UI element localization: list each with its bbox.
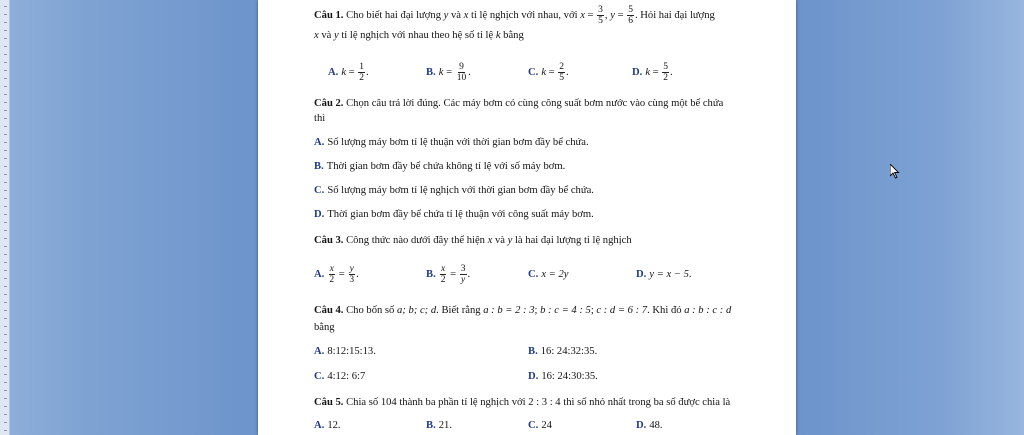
option-label: A.: [314, 346, 325, 357]
option-text: 48.: [649, 420, 663, 431]
ruler-tick: [4, 46, 7, 47]
ruler-tick: [4, 318, 7, 319]
question-2-label: Câu 2.: [314, 98, 344, 109]
vertical-ruler: [0, 0, 10, 435]
var-k: k: [438, 66, 444, 78]
question-1-text-5: bằng: [500, 30, 524, 41]
ruler-tick: [4, 326, 7, 327]
option-label: B.: [426, 420, 436, 431]
conj: và: [492, 235, 508, 246]
option-label: D.: [528, 371, 539, 382]
equals: =: [443, 66, 455, 78]
option-label: C.: [528, 66, 539, 78]
ruler-tick: [4, 270, 7, 271]
option-label: A.: [314, 268, 325, 280]
ruler-tick: [4, 38, 7, 39]
question-1-text-2: tỉ lệ nghịch với nhau, với: [468, 9, 581, 21]
denominator: 2: [440, 275, 446, 285]
var-x: x: [463, 9, 469, 21]
ruler-tick: [4, 230, 7, 231]
ruler-tick: [4, 102, 7, 103]
ruler-tick: [4, 54, 7, 55]
denominator: 2: [359, 73, 365, 83]
document-page[interactable]: [258, 0, 796, 435]
question-1-text-3: . Hỏi hai đại lượng: [634, 9, 715, 21]
option-label: A.: [328, 66, 339, 78]
ruler-tick: [4, 398, 7, 399]
var-k: k: [341, 66, 347, 78]
q5-option-a[interactable]: [314, 420, 341, 431]
ruler-tick: [4, 70, 7, 71]
q4-option-c[interactable]: [314, 371, 365, 382]
fraction: [358, 62, 365, 83]
ruler-tick: [4, 334, 7, 335]
ruler-tick: [4, 374, 7, 375]
question-1: [314, 5, 782, 26]
question-4-label: Câu 4.: [314, 305, 344, 316]
variables: a; b; c; d: [397, 305, 437, 316]
ruler-tick: [4, 262, 7, 263]
q5-option-c[interactable]: [528, 420, 552, 431]
ruler-tick: [4, 382, 7, 383]
ratio: 2 : 3 : 4: [528, 397, 561, 408]
question-3-text: Công thức nào dưới đây thể hiện: [343, 235, 488, 246]
denominator: 5: [598, 16, 603, 26]
option-label: D.: [314, 209, 325, 220]
ruler-tick: [4, 310, 7, 311]
period: .: [670, 66, 673, 78]
period: .: [688, 269, 692, 280]
denominator: y: [461, 275, 466, 285]
option-text: 12.: [327, 420, 341, 431]
q1-option-d[interactable]: [632, 62, 673, 83]
ruler-tick: [4, 422, 7, 423]
numerator: 2: [559, 62, 565, 72]
option-text: 24: [541, 420, 552, 431]
ruler-tick: [4, 182, 7, 183]
option-label: C.: [528, 269, 539, 280]
var-y: y: [610, 9, 615, 21]
question-4-text-2: . Biết rằng: [436, 305, 484, 316]
ruler-tick: [4, 166, 7, 167]
denominator: 6: [628, 16, 633, 26]
option-text: Số lượng máy bơm tỉ lệ nghịch với thời gian bơm đầy bể chứa.: [327, 185, 594, 196]
period: .: [566, 66, 569, 78]
ruler-tick: [4, 190, 7, 191]
option-label: B.: [426, 268, 436, 280]
ruler-tick: [4, 414, 7, 415]
ruler-tick: [4, 406, 7, 407]
fraction: [440, 264, 447, 285]
mouse-pointer-icon: [890, 164, 900, 179]
question-3: [314, 234, 782, 248]
denominator: 2: [329, 275, 335, 285]
var-x: x: [314, 30, 319, 41]
option-text: 8:12:15:13.: [327, 346, 376, 357]
comma: ,: [604, 9, 611, 21]
ruler-tick: [4, 430, 7, 431]
ruler-tick: [4, 78, 7, 79]
ruler-tick: [4, 174, 7, 175]
ruler-tick: [4, 126, 7, 127]
question-1-text-4: tỉ lệ nghịch với nhau theo hệ số tỉ lệ: [338, 30, 496, 41]
option-text: 4:12: 6:7: [327, 371, 366, 382]
option-text: Số lượng máy bơm tỉ lệ thuận với thời gian bơm đầy bể chứa.: [327, 137, 589, 148]
fraction: [558, 62, 565, 83]
numerator: 5: [663, 62, 669, 72]
question-4-text: Cho bốn số: [343, 305, 398, 316]
denominator: 5: [559, 73, 565, 83]
ruler-tick: [4, 222, 7, 223]
var-k: k: [645, 66, 651, 78]
equals: =: [650, 66, 662, 78]
var-k: k: [495, 30, 501, 41]
option-label: B.: [426, 66, 436, 78]
ruler-tick: [4, 134, 7, 135]
question-1-line-2: [314, 29, 782, 43]
separator: ;: [534, 305, 541, 316]
var-k: k: [541, 66, 547, 78]
q2-option-a[interactable]: [314, 137, 589, 148]
question-5-text-2: thành ba phần tỉ lệ nghịch với: [396, 397, 529, 408]
option-label: A.: [314, 420, 325, 431]
ruler-tick: [4, 142, 7, 143]
var-y: y: [334, 30, 339, 41]
period: .: [366, 66, 369, 78]
conj: và: [318, 30, 334, 41]
option-label: A.: [314, 137, 325, 148]
question-2-text: Chọn câu trả lời đúng. Các máy bơm có cùng công suất bơm nước vào cùng một bể chứa: [343, 98, 724, 109]
ruler-tick: [4, 358, 7, 359]
question-5: [314, 396, 782, 410]
ruler-tick: [4, 206, 7, 207]
ruler-tick: [4, 118, 7, 119]
question-4-text-3: . Khi đó: [647, 305, 685, 316]
option-label: C.: [314, 371, 325, 382]
option-label: C.: [314, 185, 325, 196]
period: .: [467, 268, 471, 280]
ruler-tick: [4, 214, 7, 215]
option-label: D.: [636, 420, 647, 431]
denominator: 2: [663, 73, 669, 83]
question-5-text-3: thì số nhỏ nhất trong ba số được chia là: [560, 397, 731, 408]
question-3-text-2: là hai đại lượng tỉ lệ nghịch: [512, 235, 632, 246]
numerator: 5: [628, 5, 633, 15]
question-2-text-2: thì: [314, 113, 326, 124]
question-4-text-4: bằng: [314, 322, 335, 333]
numerator: y: [349, 264, 354, 274]
option-label: D.: [632, 66, 643, 78]
question-5-label: Câu 5.: [314, 397, 344, 408]
period: .: [468, 66, 471, 78]
fraction: [662, 62, 669, 83]
ruler-tick: [4, 14, 7, 15]
q5-option-b[interactable]: [426, 420, 452, 431]
equals: =: [614, 9, 627, 21]
ruler-tick: [4, 254, 7, 255]
question-1-label: Câu 1.: [314, 9, 344, 21]
denominator: 10: [456, 73, 467, 83]
var-y: y: [443, 9, 449, 21]
ratio-2: b : c = 4 : 5: [540, 305, 591, 316]
ruler-tick: [4, 30, 7, 31]
ruler-tick: [4, 62, 7, 63]
fraction: [348, 264, 355, 285]
numerator: 1: [359, 62, 365, 72]
ruler-tick: [4, 350, 7, 351]
fraction-y: [627, 5, 634, 26]
ruler-tick: [4, 302, 7, 303]
q2-option-b[interactable]: [314, 161, 565, 172]
question-1-text: Cho biết hai đại lượng: [343, 9, 444, 21]
fraction-x: [597, 5, 604, 26]
ruler-tick: [4, 158, 7, 159]
denominator: 3: [349, 275, 355, 285]
ruler-tick: [4, 246, 7, 247]
q3-option-a[interactable]: [314, 264, 359, 285]
fraction: [460, 264, 467, 285]
ratio-3: c : d = 6 : 7: [596, 305, 648, 316]
conj: và: [448, 9, 464, 21]
ruler-tick: [4, 6, 7, 7]
option-label: C.: [528, 420, 539, 431]
option-text: Thời gian bơm đầy bể chứa tỉ lệ thuận với công suất máy bơm.: [327, 209, 594, 220]
option-expression: y = x − 5: [649, 269, 689, 280]
question-3-label: Câu 3.: [314, 235, 344, 246]
option-text: 16: 24:32:35.: [540, 346, 598, 357]
ruler-tick: [4, 238, 7, 239]
ruler-tick: [4, 278, 7, 279]
ruler-tick: [4, 94, 7, 95]
q3-option-d[interactable]: [636, 269, 692, 280]
equals: =: [447, 268, 459, 280]
question-5-text: Chia số: [343, 397, 381, 408]
option-label: B.: [314, 161, 324, 172]
ruler-tick: [4, 86, 7, 87]
number: 104: [380, 397, 397, 408]
question-2-line-2: [314, 112, 782, 126]
option-text: 21.: [438, 420, 452, 431]
ruler-tick: [4, 110, 7, 111]
var-x: x: [487, 235, 493, 246]
ruler-tick: [4, 342, 7, 343]
ruler-tick: [4, 366, 7, 367]
ruler-tick: [4, 198, 7, 199]
q2-option-c[interactable]: [314, 185, 594, 196]
equals: =: [346, 66, 358, 78]
ruler-tick: [4, 294, 7, 295]
q1-option-a[interactable]: [328, 62, 369, 83]
q1-option-b[interactable]: [426, 62, 471, 83]
fraction: [456, 62, 468, 83]
period: .: [356, 268, 359, 280]
separator: ;: [590, 305, 597, 316]
question-2: [314, 97, 782, 111]
ruler-tick: [4, 390, 7, 391]
question-4-line-2: [314, 321, 782, 335]
ruler-tick: [4, 286, 7, 287]
q3-option-b[interactable]: [426, 264, 470, 285]
equals: =: [584, 9, 597, 21]
var-y: y: [507, 235, 513, 246]
q4-option-d[interactable]: [528, 371, 598, 382]
q3-option-c[interactable]: [528, 269, 568, 280]
option-text: 16: 24:30:35.: [541, 371, 598, 382]
option-label: D.: [636, 269, 647, 280]
equals: =: [336, 268, 348, 280]
ruler-tick: [4, 22, 7, 23]
q1-option-c[interactable]: [528, 62, 569, 83]
q2-option-d[interactable]: [314, 209, 594, 220]
question-4: [314, 304, 782, 318]
numerator: 3: [460, 264, 466, 274]
numerator: x: [440, 264, 446, 274]
q4-option-b[interactable]: [528, 346, 597, 357]
q4-option-a[interactable]: [314, 346, 376, 357]
numerator: x: [329, 264, 334, 274]
ruler-tick: [4, 150, 7, 151]
option-expression: x = 2y: [541, 269, 569, 280]
ratio-target: a : b : c : d: [684, 305, 732, 316]
q5-option-d[interactable]: [636, 420, 663, 431]
option-label: B.: [528, 346, 538, 357]
equals: =: [546, 66, 558, 78]
numerator: 3: [598, 5, 603, 15]
fraction: [328, 264, 335, 285]
var-x: x: [580, 9, 585, 21]
numerator: 9: [459, 62, 464, 72]
ratio-1: a : b = 2 : 3: [483, 305, 535, 316]
option-text: Thời gian bơm đầy bể chứa không tỉ lệ với số máy bơm.: [326, 161, 566, 172]
